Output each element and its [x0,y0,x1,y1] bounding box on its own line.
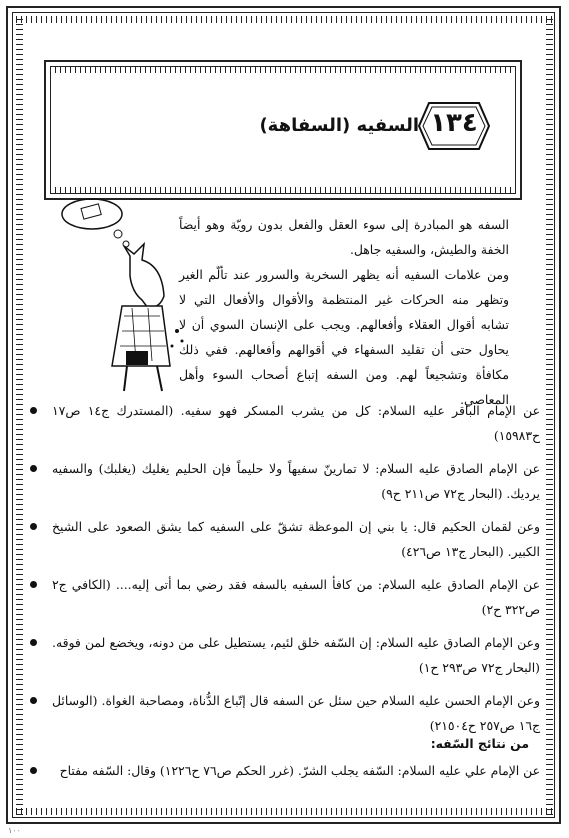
frame-chain-left [16,16,23,815]
chapter-number: ١٣٤ [430,108,478,138]
bullet-icon [30,767,37,774]
list-item: وعن الإمام الصادق عليه السلام: إن السّفه خلق لئيم، يستطيل على من دونه، ويخضع لمن فوقه. (البحار ج٧٢ ص٢٩٣ ح١) [28,630,540,680]
list-item: عن الإمام الصادق عليه السلام: لا تمارينّ سفيهاً ولا حليماً فإن الحليم يغليك (يغلبك) والسفيه يرديك. (البحار ج٧٢ ص٢١١ ح٩) [28,456,540,506]
intro-paragraph: ومن علامات السفيه أنه يظهر السخرية والسرور عند تألّم الغير وتظهر منه الحركات غير المنتظمة والأقوال والأفعال التي لا تشابه أقوال العقلاء وأفعالهم. ويجب على الإنسان السوي أن لا يحاول حتى أن تقليد السفهاء في أقوالهم وأفعالهم. ففي ذلك مكافأة وتشجيعاً لهم. ومن السفه إتباع أصحاب السوء وأهل المعاصي. [179,267,509,407]
bullet-icon [30,697,37,704]
results-heading: من نتائج السّفه: [430,736,529,751]
frame-chain-top [16,16,553,23]
page-number: ١٠٠ [8,826,21,835]
bullet-icon [30,639,37,646]
frame-chain-bottom [16,808,553,815]
result-list-item: عن الإمام علي عليه السلام: السّفه يجلب الشرّ. (غرر الحكم ص٧٦ ح١٢٢٦) وقال: السّفه مفتاح [28,758,540,783]
bullet-icon [30,581,37,588]
bullet-icon [30,407,37,414]
bullet-icon [30,523,37,530]
bullet-icon [30,465,37,472]
frame-chain-right [546,16,553,815]
page-title: السفيه (السفاهة) [259,115,419,136]
intro-paragraph: السفه هو المبادرة إلى سوء العقل والفعل بدون رويّة وهو أيضاً الخفة والطيش، والسفيه جاهل. [179,217,509,257]
intro-text [179,212,509,412]
list-item: وعن لقمان الحكيم قال: يا بني إن الموعظة تشقّ على السفيه كما يشق الصعود على الشيخ الكبير. (البحار ج١٣ ص٤٢٦) [28,514,540,564]
header-chain-top [50,66,516,73]
list-item: عن الإمام الصادق عليه السلام: من كافأ السفيه بالسفه فقد رضي بما أتى إليه.... (الكافي ج٢ ص٣٢٢ ح٢) [28,572,540,622]
header-chain-bottom [50,187,516,194]
hadith-list [28,398,540,746]
list-item: عن الإمام الباقر عليه السلام: كل من يشرب المسكر فهو سفيه. (المستدرك ج١٤ ص١٧ ح١٥٩٨٣) [28,398,540,448]
list-item: وعن الإمام الحسن عليه السلام حين سئل عن السفه قال إتّباع الدُّناة، ومصاحبة الغواة. (الوسائل ج١٦ ص٢٥٧ ح٢١٥٠٤) [28,688,540,738]
